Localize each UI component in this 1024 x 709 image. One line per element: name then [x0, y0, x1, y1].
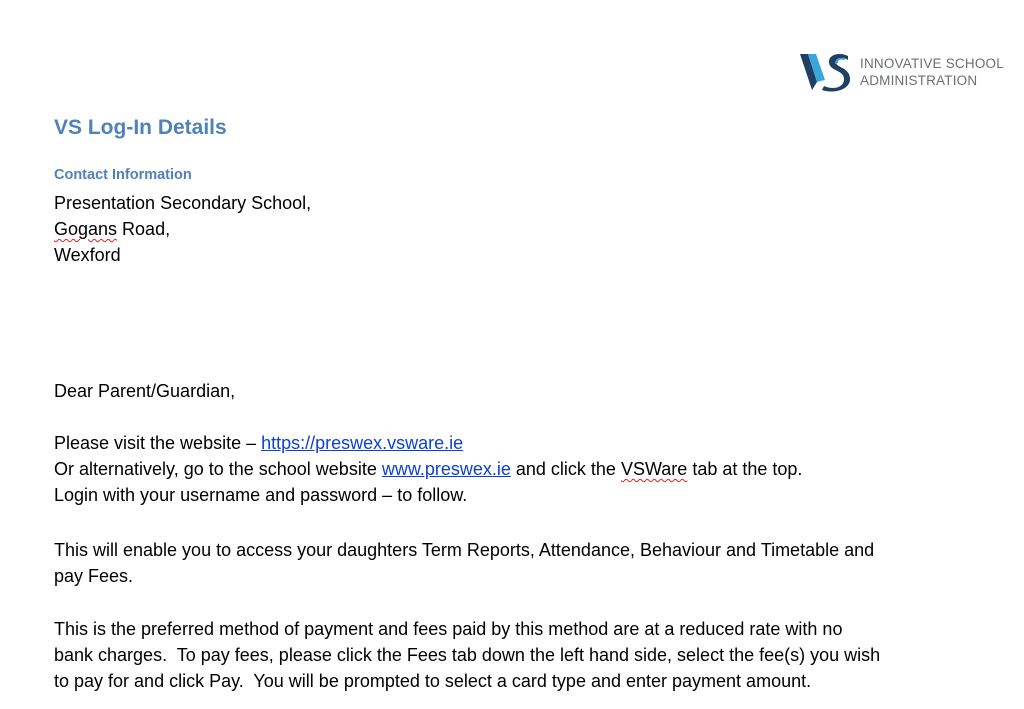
address-line-1: Presentation Secondary School,: [54, 193, 312, 213]
enable-paragraph: [54, 537, 974, 589]
address-line-3: Wexford: [54, 245, 121, 265]
vsware-link[interactable]: https://preswex.vsware.ie: [261, 433, 464, 453]
contact-address: [54, 190, 311, 268]
spellcheck-flag-gogans: Gogans: [54, 219, 118, 239]
alt-middle: and click the: [510, 459, 621, 479]
contact-heading: Contact Information: [54, 167, 192, 183]
school-website-link[interactable]: www.preswex.ie: [381, 459, 511, 479]
logo-text-line1: INNOVATIVE SCHOOL: [860, 56, 1004, 71]
pref-line-2: bank charges. To pay fees, please click the Fees tab down the left hand side, select the fee(s) you wish: [54, 645, 881, 665]
alt-prefix: Or alternatively, go to the school website: [54, 459, 382, 479]
pref-line-3: to pay for and click Pay. You will be prompted to select a card type and enter payment amount.: [54, 671, 812, 691]
logo-text-line2: ADMINISTRATION: [860, 73, 978, 88]
greeting: Dear Parent/Guardian,: [54, 381, 236, 401]
visit-line: [54, 430, 974, 456]
spellcheck-flag-vsware: VSWare: [620, 459, 688, 479]
alternative-line: [54, 456, 974, 482]
pref-line-1: This is the preferred method of payment and fees paid by this method are at a reduced rate with no: [54, 619, 843, 639]
vs-logo: [800, 52, 1004, 92]
preferred-payment-paragraph: [54, 616, 974, 694]
enable-line-2: pay Fees.: [54, 566, 134, 586]
vs-logo-icon: [800, 52, 852, 92]
address-line-2: [54, 216, 311, 242]
visit-prefix: Please visit the website –: [54, 433, 262, 453]
login-line: Login with your username and password – to follow.: [54, 485, 468, 505]
enable-line-1: This will enable you to access your daughters Term Reports, Attendance, Behaviour and Timetable and: [54, 540, 875, 560]
alt-suffix: tab at the top.: [687, 459, 803, 479]
address-line-2-rest: Road,: [117, 219, 171, 239]
page-title: VS Log-In Details: [54, 116, 227, 139]
visit-paragraph: [54, 430, 974, 508]
logo-text: [860, 55, 1004, 89]
